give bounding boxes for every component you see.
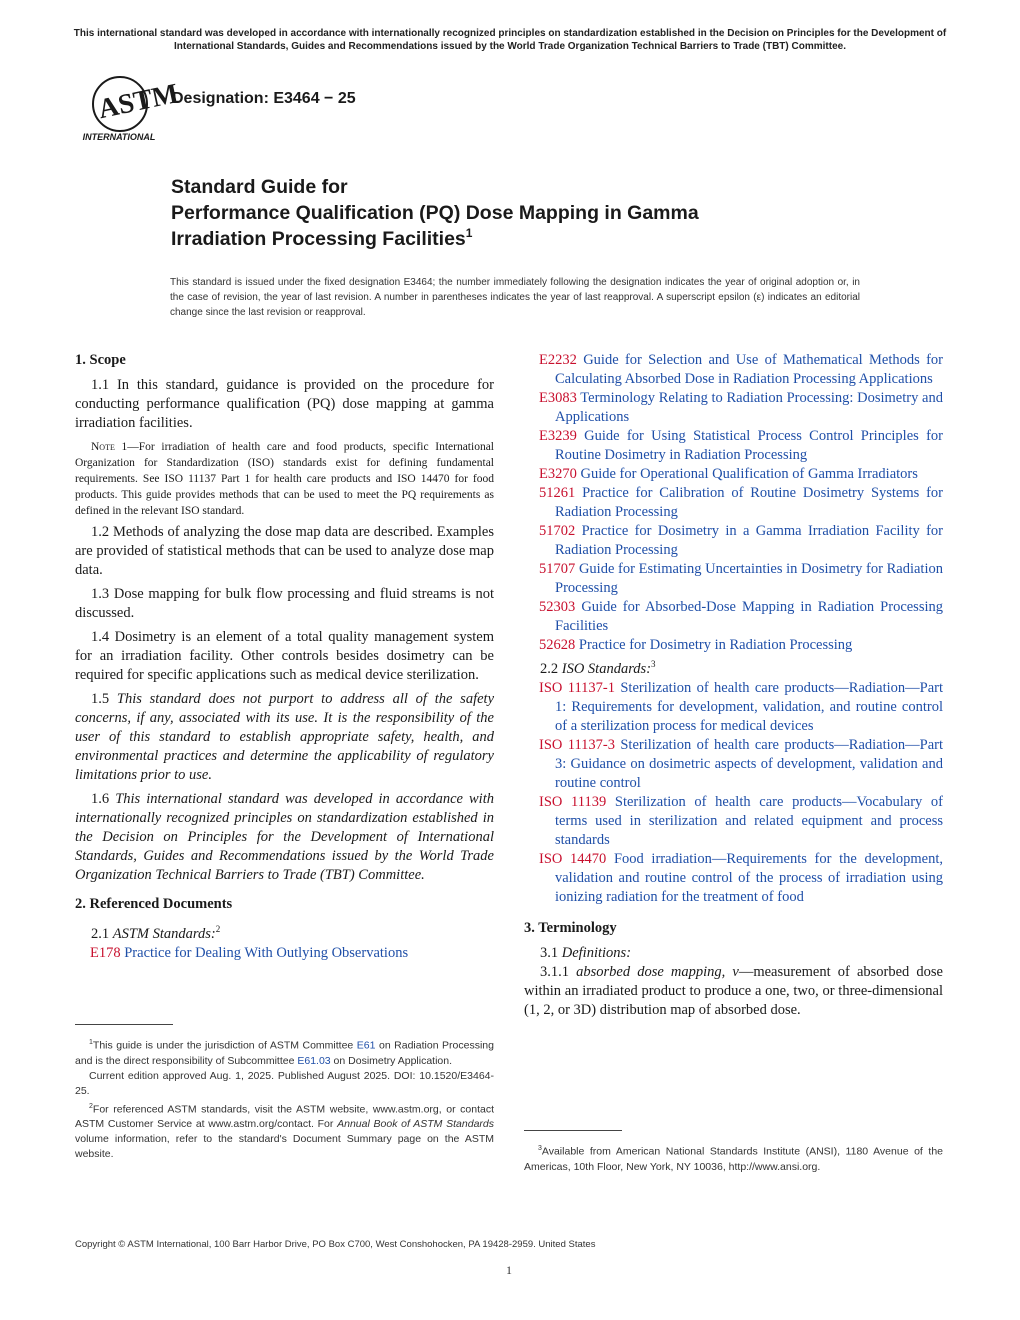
footnotes-right	[524, 1141, 943, 1175]
ref-item-e178[interactable]	[75, 944, 494, 963]
scope-1-2: 1.2 Methods of analyzing the dose map data are described. Examples are provided of statistical methods that can be used to analyze dose map data.	[75, 524, 494, 578]
ref-code[interactable]: E3239	[539, 428, 577, 444]
ref-text[interactable]: Sterilization of health care products—Vocabulary of terms used in sterilization and related equipment and process standards	[555, 793, 944, 848]
astm-num: 2.1	[91, 925, 110, 942]
ref-code[interactable]: 52628	[539, 637, 576, 653]
scope-1-6-num: 1.6	[91, 791, 110, 807]
ref-text[interactable]: Terminology Relating to Radiation Processing: Dosimetry and Applications	[555, 390, 943, 425]
astm-label: ASTM Standards:	[112, 925, 216, 942]
ref-text[interactable]: Guide for Using Statistical Process Control Principles for Routine Dosimetry in Radiation Processing	[555, 428, 943, 463]
title-line-2: Performance Qualification (PQ) Dose Mapping in Gamma	[171, 202, 699, 224]
ref-item-e3083[interactable]	[524, 389, 943, 427]
ref-code[interactable]: 51261	[539, 485, 576, 501]
ref-text[interactable]: Food irradiation—Requirements for the development, validation and routine control of the process of irradiation using ionizing radiation for the treatment of food	[555, 850, 943, 905]
document-title	[171, 174, 871, 252]
fn3-mark: 3	[538, 1145, 542, 1152]
ref-item-51702[interactable]	[524, 522, 943, 560]
astm-logo	[76, 74, 182, 146]
fn2-b: volume information, refer to the standard's Document Summary page on the ASTM website.	[75, 1133, 494, 1160]
fn2-italic: Annual Book of ASTM Standards	[337, 1118, 494, 1130]
def-num: 3.1	[540, 944, 559, 961]
ref-item-e3239[interactable]	[524, 427, 943, 465]
ref-text[interactable]: Practice for Dealing With Outlying Observations	[124, 944, 409, 961]
def-3-1-1-term: absorbed dose mapping, v	[576, 963, 739, 980]
astm-sup: 2	[215, 924, 221, 934]
scope-1-5-text: This standard does not purport to address all of the safety concerns, if any, associated with its use. It is the responsibility of the user of this standard to establish appropriate safety, health, and environmental practices and determine the applicability of regulatory limitations prior to use.	[75, 691, 495, 783]
ref-code[interactable]: ISO 11137-3	[539, 736, 615, 753]
def-3-1-1-text: —measurement of absorbed dose within an irradiated product to produce a one, two, or three-dimensional (1, 2, or 3D) distribution map of absorbed dose.	[524, 963, 943, 1018]
note-label: Note 1	[91, 441, 128, 453]
note-text: —For irradiation of health care and food products, specific International Organization for Standardization (ISO) standards exist for defining fundamental requirements. See ISO 11137 Part 1 for health care products and ISO 14470 for food products. This guide provides methods that can be used to meet the PQ requirements as defined in the relevant ISO standard.	[75, 441, 494, 517]
iso-num: 2.2	[540, 660, 559, 677]
iso-item-11137-3[interactable]	[524, 736, 943, 793]
referenced-heading: 2. Referenced Documents	[75, 896, 233, 912]
ref-text[interactable]: Guide for Estimating Uncertainties in Dosimetry for Radiation Processing	[555, 561, 943, 596]
title-line-3: Irradiation Processing Facilities	[171, 228, 466, 250]
definitions-label	[524, 944, 943, 963]
scope-1-5	[75, 690, 494, 785]
iso-item-11137-1[interactable]	[524, 679, 943, 736]
ref-text[interactable]: Guide for Operational Qualification of Gamma Irradiators	[580, 466, 918, 482]
copyright: Copyright © ASTM International, 100 Barr Harbor Drive, PO Box C700, West Conshohocken, PA 19428-2959. United States	[75, 1239, 596, 1250]
ref-item-e2232[interactable]	[524, 351, 943, 389]
fn3-text: Available from American National Standards Institute (ANSI), 1180 Avenue of the Americas, 10th Floor, New York, NY 10036, http://www.ansi.org.	[524, 1145, 943, 1173]
astm-logo-icon	[76, 74, 182, 146]
scope-heading: 1. Scope	[75, 352, 126, 368]
ref-code[interactable]: E178	[90, 944, 121, 961]
def-3-1-1-num: 3.1.1	[540, 963, 569, 980]
footnotes-left	[75, 1035, 494, 1162]
iso-sup: 3	[651, 659, 656, 669]
ref-code[interactable]: 51702	[539, 523, 576, 539]
ref-code[interactable]: ISO 14470	[539, 850, 607, 867]
ref-text[interactable]: Practice for Calibration of Routine Dosimetry Systems for Radiation Processing	[555, 485, 944, 520]
footnote-2	[75, 1099, 494, 1163]
title-footnote-mark: 1	[465, 226, 473, 240]
ref-code[interactable]: 51707	[539, 561, 576, 577]
scope-note-1	[75, 439, 494, 519]
fn1-b: on Radiation Processing and is the direct responsibility of Subcommittee	[75, 1039, 494, 1067]
ref-text[interactable]: Guide for Absorbed-Dose Mapping in Radiation Processing Facilities	[555, 599, 944, 634]
fn1-mark: 1	[89, 1039, 93, 1046]
scope-1-3: 1.3 Dose mapping for bulk flow processing and fluid streams is not discussed.	[75, 586, 494, 621]
ref-text[interactable]: Practice for Dosimetry in a Gamma Irradiation Facility for Radiation Processing	[555, 523, 943, 558]
left-column	[75, 351, 494, 963]
right-column	[524, 351, 943, 1025]
ref-code[interactable]: ISO 11139	[539, 793, 607, 810]
footnote-1-edition: Current edition approved Aug. 1, 2025. Published August 2025. DOI: 10.1520/E3464-25.	[75, 1069, 494, 1097]
ref-item-51261[interactable]	[524, 484, 943, 522]
fn1-link-e61[interactable]: E61	[356, 1039, 376, 1052]
ref-item-52628[interactable]	[524, 636, 943, 655]
ref-code[interactable]: ISO 11137-1	[539, 679, 615, 696]
definition-3-1-1	[524, 963, 943, 1020]
iso-item-11139[interactable]	[524, 793, 943, 850]
designation: Designation: E3464 − 25	[172, 90, 356, 107]
astm-standards-label	[75, 920, 494, 944]
terminology-heading: 3. Terminology	[524, 919, 617, 936]
ref-item-51707[interactable]	[524, 560, 943, 598]
iso-item-14470[interactable]	[524, 850, 943, 907]
ref-code[interactable]: E3083	[539, 390, 577, 406]
ref-code[interactable]: 52303	[539, 599, 576, 615]
astm-logo-subtext: INTERNATIONAL	[82, 132, 156, 142]
footnote-3	[524, 1141, 943, 1175]
fn2-a: For referenced ASTM standards, visit the ASTM website, www.astm.org, or contact ASTM Customer Service at www.astm.org/contact. For	[75, 1103, 494, 1130]
footnote-divider-left	[75, 1024, 173, 1025]
ref-item-52303[interactable]	[524, 598, 943, 636]
fn1-a: This guide is under the jurisdiction of ASTM Committee	[92, 1039, 357, 1052]
ref-code[interactable]: E2232	[539, 352, 577, 368]
ref-code[interactable]: E3270	[539, 466, 577, 482]
scope-1-6-text: This international standard was developed in accordance with internationally recognized principles on standardization established in the Decision on Principles for the Development of International Standards, Guides and Recommendations issued by the World Trade Organization Technical Barriers to Trade (TBT) Committee.	[75, 791, 494, 883]
ref-text[interactable]: Guide for Selection and Use of Mathematical Methods for Calculating Absorbed Dose in Radiation Processing Applications	[555, 352, 943, 387]
top-note: This international standard was developed in accordance with internationally recognized principles on standardization established in the Decision on Principles for the Development of International Standards, Guides and Recommendations issued by the World Trade Organization Technical Barriers to Trade (TBT) Committee.	[73, 28, 947, 52]
scope-1-5-num: 1.5	[91, 691, 110, 707]
scope-1-6	[75, 790, 494, 885]
ref-text[interactable]: Practice for Dosimetry in Radiation Processing	[578, 637, 853, 653]
footnote-divider-right	[524, 1130, 622, 1131]
scope-1-1: 1.1 In this standard, guidance is provided on the procedure for conducting performance qualification (PQ) dose mapping at gamma irradiation facilities.	[75, 377, 494, 431]
ref-text[interactable]: Sterilization of health care products—Radiation—Part 3: Guidance on dosimetric aspects of development, validation and routine control	[555, 736, 944, 791]
fn1-link-e6103[interactable]: E61.03	[297, 1054, 331, 1067]
ref-text[interactable]: Sterilization of health care products—Radiation—Part 1: Requirements for development, validation, and routine control of a sterilization process for medical devices	[555, 679, 944, 734]
fn2-mark: 2	[89, 1102, 93, 1110]
scope-1-4: 1.4 Dosimetry is an element of a total quality management system for an irradiation facility. Other controls besides dosimetry can be required for specific applications such as medical device sterilization.	[75, 629, 494, 683]
page-number: 1	[506, 1263, 512, 1277]
issued-note: This standard is issued under the fixed designation E3464; the number immediately following the designation indicates the year of original adoption or, in the case of revision, the year of last revision. A number in parentheses indicates the year of last reapproval. A superscript epsilon (ε) indicates an editorial change since the last revision or reapproval.	[170, 277, 860, 318]
iso-standards-label	[524, 655, 943, 679]
footnote-1	[75, 1035, 494, 1069]
iso-label: ISO Standards:	[561, 660, 652, 677]
ref-item-e3270[interactable]	[524, 465, 943, 484]
def-label: Definitions:	[561, 944, 632, 961]
fn1-c: on Dosimetry Application.	[330, 1054, 453, 1067]
title-line-1: Standard Guide for	[171, 176, 348, 198]
astm-logo-text: ASTM	[95, 78, 182, 126]
